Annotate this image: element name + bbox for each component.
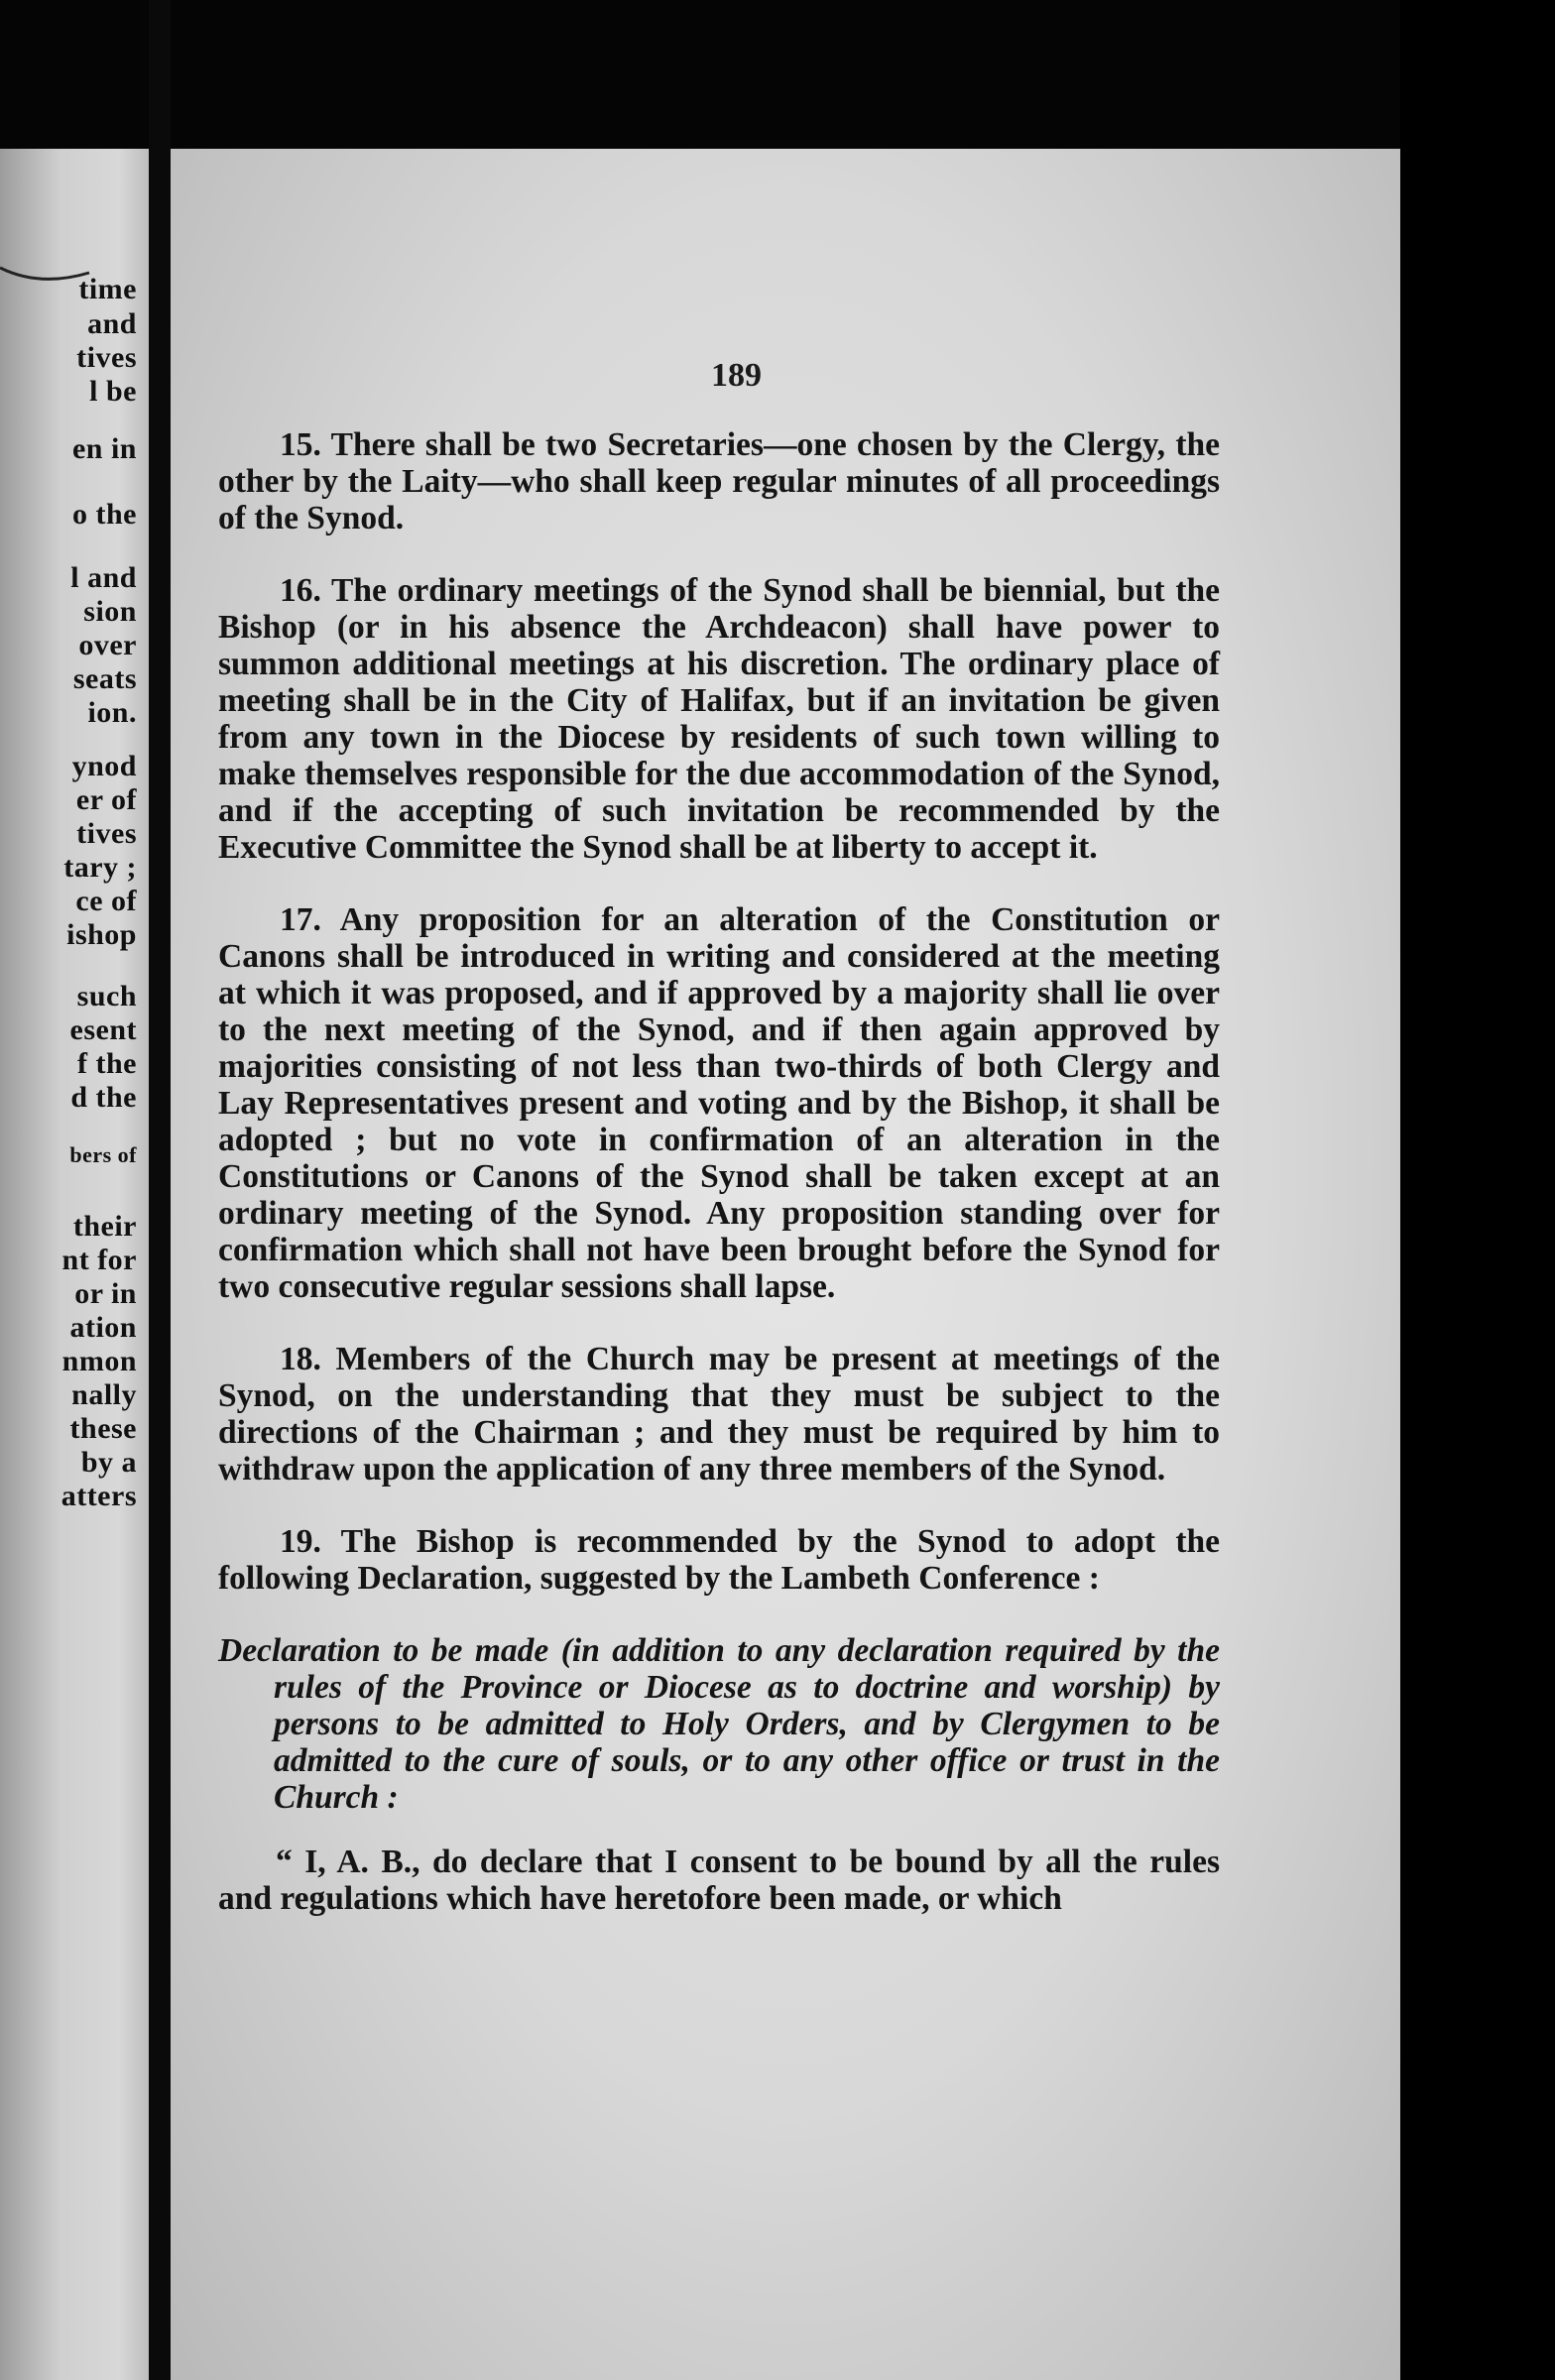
paragraph-number: 15. [280,426,321,463]
paragraph-16 [218,572,1220,866]
book-gutter [149,0,171,2380]
left-margin-fragment: d the [70,1081,137,1114]
left-margin-fragment: ation [69,1311,137,1344]
left-facing-page [0,149,149,2380]
left-margin-fragment: their [72,1210,137,1243]
left-margin-fragment: en in [71,432,137,465]
scan-border [1400,0,1555,2380]
paragraph-19 [218,1523,1220,1597]
left-margin-fragment: nally [71,1378,137,1411]
paragraph-text: Members of the Church may be present at meetings of the Synod, on the understanding that they must be subject to the directions of the Chairman ; and they must be required by him to withdraw upon the application of any three members of the Synod. [218,1341,1220,1488]
left-margin-fragment: atters [60,1480,137,1512]
left-margin-fragment: esent [69,1013,137,1046]
left-margin-fragment: bers of [69,1142,137,1167]
paragraph-number: 19. [280,1523,321,1560]
paragraph-text: Any proposition for an alteration of the Constitution or Canons shall be introduced in writing and considered at the meeting at which it was proposed, and if approved by a majority shall lie over to the next meeting of the Synod, and if then again approved by majorities consisting of not less than two-thirds of both Clergy and Lay Representatives present and voting and by the Bishop, it shall be adopted ; but no vote in confirmation of an alteration in the Constitutions or Canons of the Synod shall be taken except at an ordinary meeting of the Synod. Any proposition standing over for confirmation which shall not have been brought before the Synod for two consecutive regular sessions shall lapse. [218,901,1220,1305]
main-page [171,149,1400,2380]
left-margin-fragment: or in [74,1277,137,1310]
paragraph-text: There shall be two Secretaries—one chosen by the Clergy, the other by the Laity—who shall keep regular minutes of all proceedings of the Synod. [218,426,1220,536]
left-margin-fragment: time [78,273,137,305]
paragraph-15 [218,426,1220,536]
left-margin-fragment: seats [72,662,137,695]
left-margin-fragment: l be [89,375,137,408]
left-margin-fragment: such [76,980,137,1012]
paragraph-number: 16. [280,572,321,609]
left-margin-fragment: these [69,1412,137,1445]
left-margin-fragment: f the [77,1047,137,1080]
paragraph-text: The Bishop is recommended by the Synod to adopt the following Declaration, suggested by the Lambeth Conference : [218,1523,1220,1597]
left-margin-fragment: er of [75,783,137,816]
left-margin-fragment: tives [76,817,137,850]
left-margin-fragment: by a [80,1446,137,1479]
left-margin-fragment: tary ; [63,851,137,884]
left-margin-fragment: o the [72,498,137,531]
left-margin-fragment: ion. [87,696,137,729]
page-body [218,357,1220,1917]
paragraph-number: 17. [280,901,321,938]
left-margin-fragment: nt for [61,1244,137,1276]
left-margin-fragment: ynod [71,750,137,782]
paragraph-text: The ordinary meetings of the Synod shall be biennial, but the Bishop (or in his absence the Archdeacon) shall have power to summon additional meetings at his discretion. The ordinary place of meeting shall be in the City of Halifax, but if an invitation be given from any town in the Diocese by residents of such town willing to make themselves responsible for the due accommodation of the Synod, and if the accepting of such invitation be recommended by the Executive Committee the Synod shall be at liberty to accept it. [218,572,1220,866]
page-number: 189 [711,357,762,394]
declaration-heading: Declaration to be made (in addition to any declaration required by the rules of the Province or Diocese as to doctrine and worship) by persons to be admitted to Holy Orders, and by Clergymen to be admitted to the cure of souls, or to any other office or trust in the Church : [218,1632,1220,1816]
left-margin-fragment: ce of [75,885,137,917]
left-margin-fragment: ishop [66,918,137,951]
left-margin-fragment: tives [76,341,137,374]
left-margin-fragment: nmon [61,1345,137,1377]
paragraph-number: 18. [280,1341,321,1377]
left-margin-fragment: l and [70,561,137,594]
left-margin-fragment: and [87,307,137,340]
left-margin-fragment: over [78,629,137,661]
paragraph-18 [218,1341,1220,1488]
paragraph-17 [218,901,1220,1305]
left-margin-fragment: sion [83,595,137,628]
declaration-quote: “ I, A. B., do declare that I consent to be bound by all the rules and regulations which have heretofore been made, or which [218,1844,1220,1917]
